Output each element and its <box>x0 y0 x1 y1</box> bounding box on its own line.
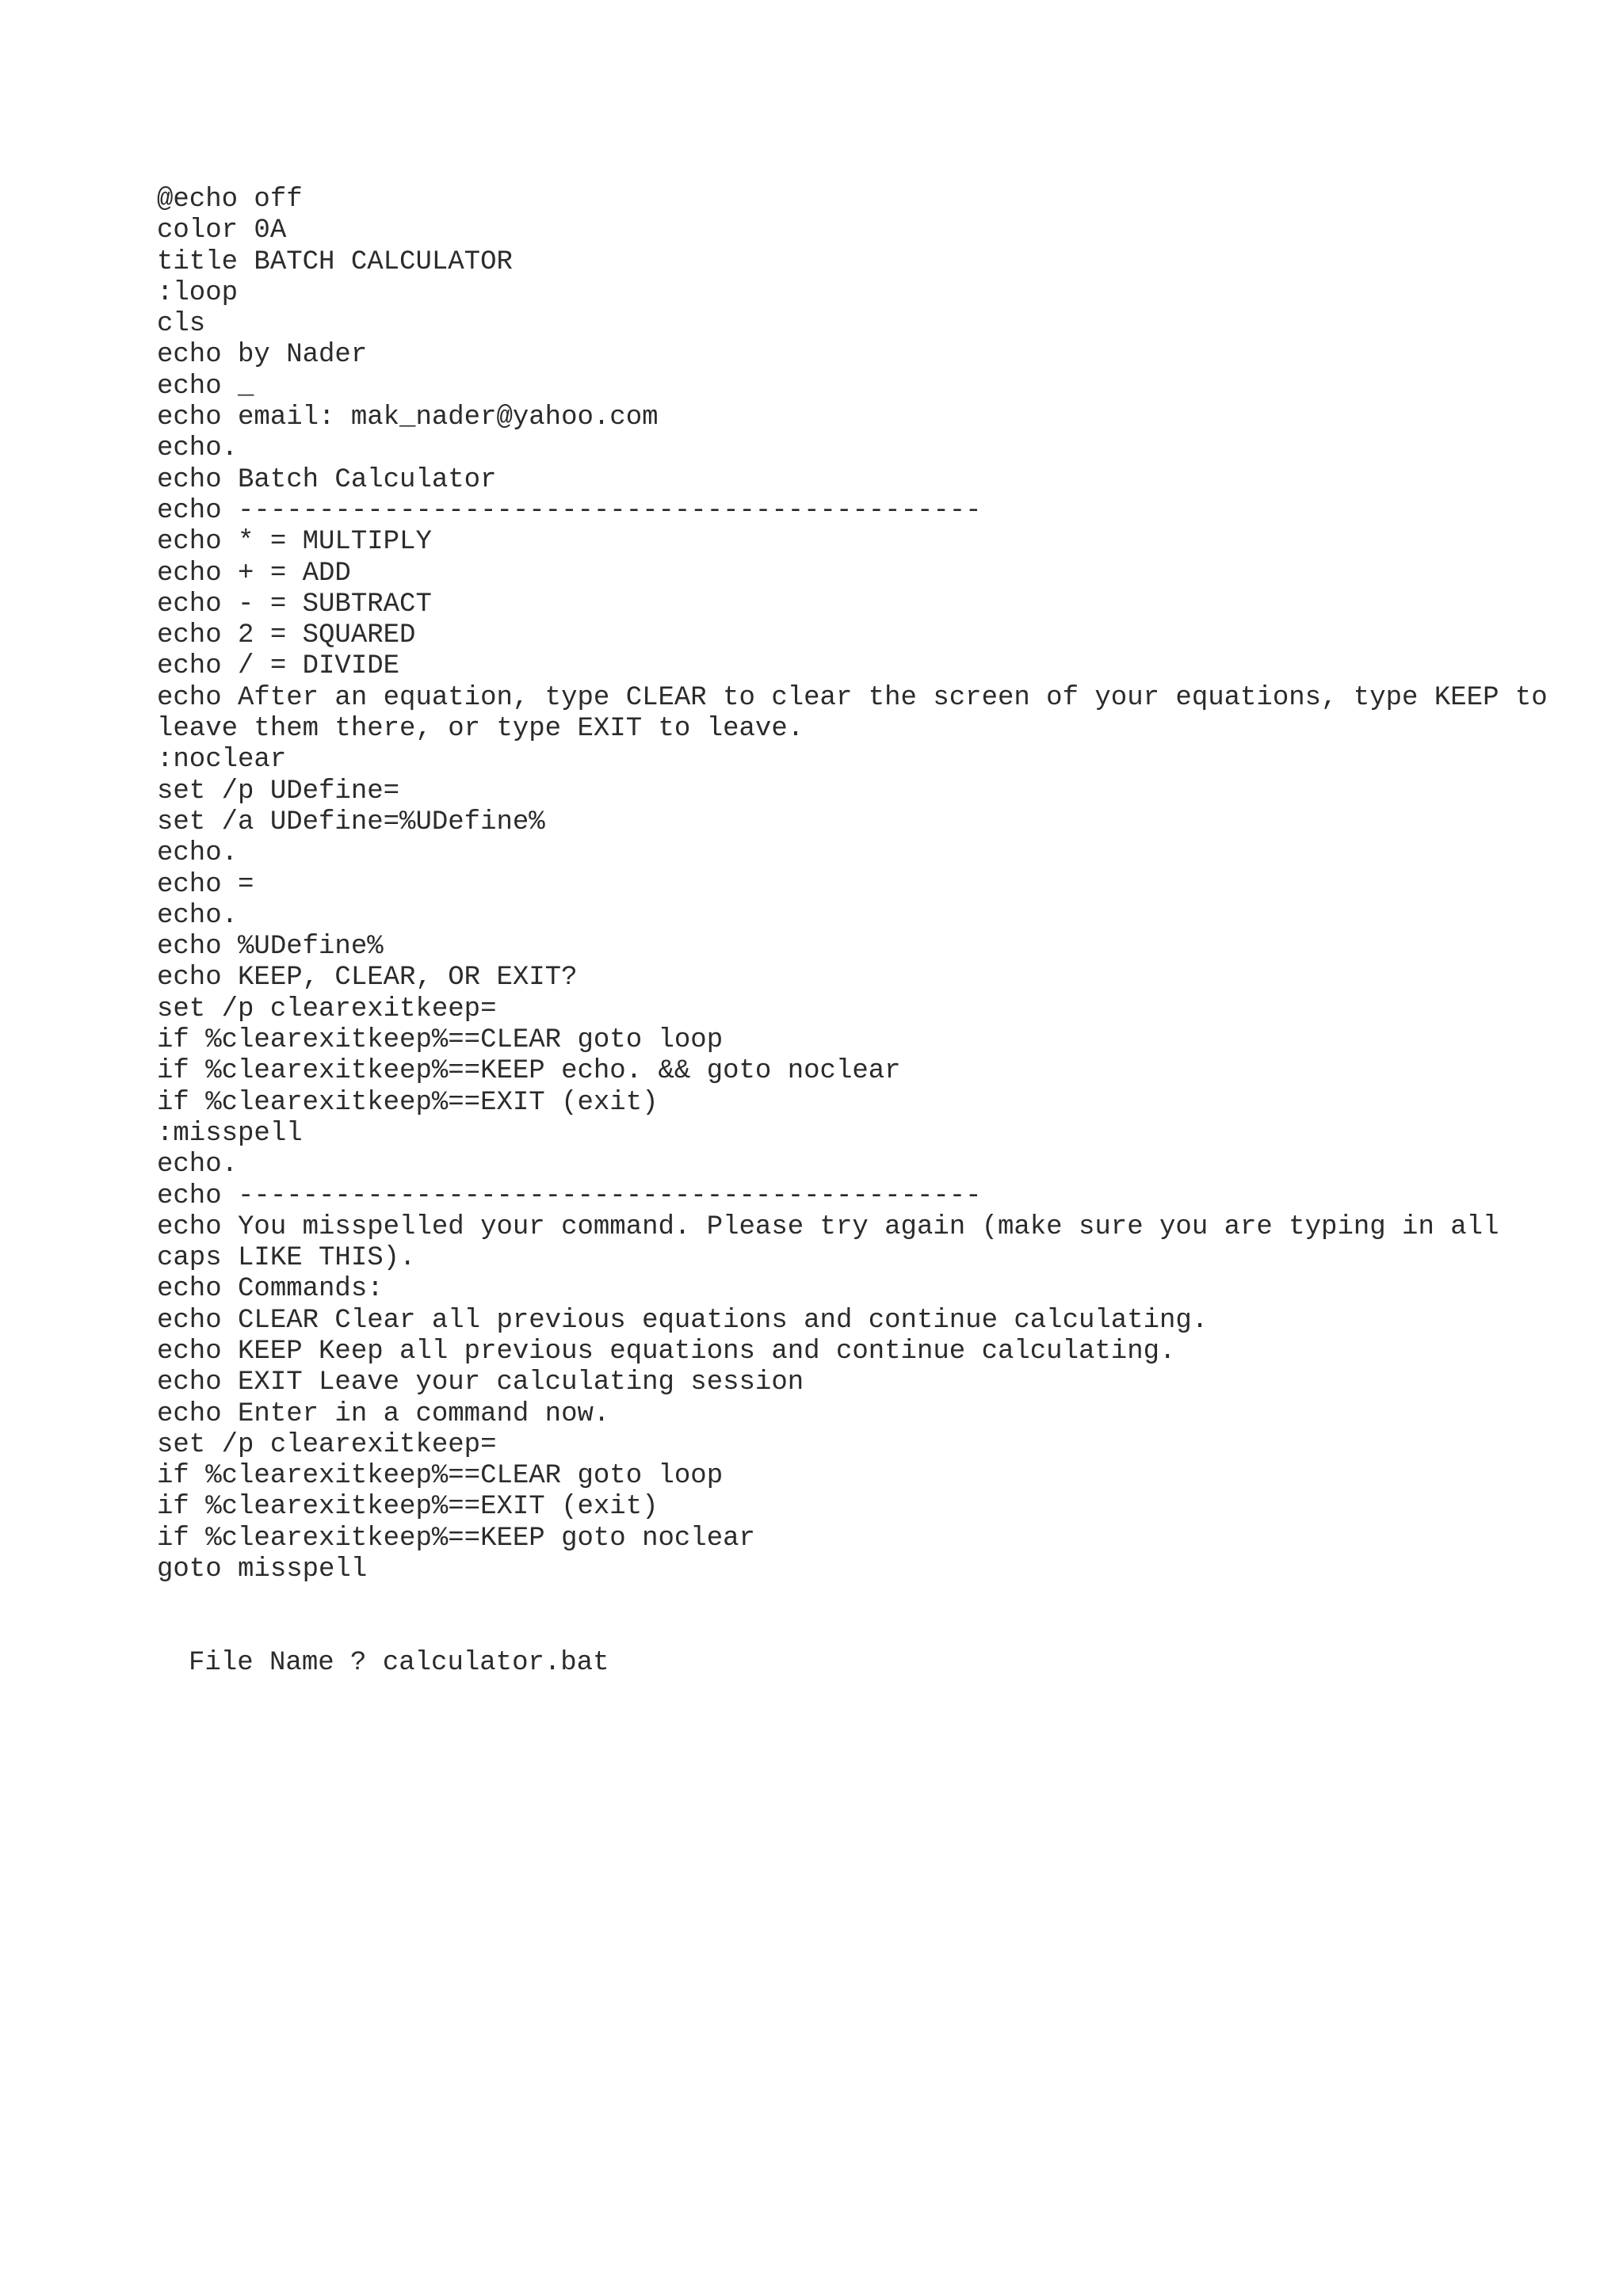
code-line: if %clearexitkeep%==EXIT (exit) <box>157 1087 659 1118</box>
code-line: if %clearexitkeep%==CLEAR goto loop <box>157 1025 724 1056</box>
code-line: echo by Nader <box>157 340 368 371</box>
code-line: echo EXIT Leave your calculating session <box>157 1367 804 1398</box>
code-line: echo %UDefine% <box>157 932 384 963</box>
code-line: echo KEEP Keep all previous equations and continue calculating. <box>157 1336 1176 1367</box>
code-line: set /p UDefine= <box>157 776 400 807</box>
code-line: echo _ <box>157 371 254 402</box>
code-line: echo You misspelled your command. Please try again (make sure you are typing in all caps LIKE THIS). <box>157 1211 1515 1274</box>
code-line: echo Commands: <box>157 1274 384 1305</box>
code-line: @echo off <box>157 185 303 215</box>
code-line: if %clearexitkeep%==CLEAR goto loop <box>157 1461 724 1492</box>
file-name-label: File Name ? calculator.bat <box>189 1648 609 1678</box>
code-line: title BATCH CALCULATOR <box>157 246 513 277</box>
code-line: if %clearexitkeep%==KEEP goto noclear <box>157 1523 755 1554</box>
code-line: set /p clearexitkeep= <box>157 1429 497 1460</box>
code-line: :misspell <box>157 1118 303 1149</box>
code-line: echo. <box>157 838 239 869</box>
code-line: if %clearexitkeep%==KEEP echo. && goto noclear <box>157 1056 901 1087</box>
code-line: echo * = MULTIPLY <box>157 527 432 558</box>
code-line: echo Batch Calculator <box>157 464 497 495</box>
code-line: set /a UDefine=%UDefine% <box>157 807 545 837</box>
code-line: echo = <box>157 869 254 900</box>
code-line: cls <box>157 309 206 340</box>
code-line: color 0A <box>157 215 287 246</box>
code-line: echo. <box>157 1150 239 1180</box>
code-line: echo 2 = SQUARED <box>157 620 416 651</box>
code-line: if %clearexitkeep%==EXIT (exit) <box>157 1492 659 1523</box>
code-line: set /p clearexitkeep= <box>157 994 497 1024</box>
code-line: echo / = DIVIDE <box>157 651 400 682</box>
code-line: echo email: mak_nader@yahoo.com <box>157 402 659 433</box>
code-listing <box>157 185 1568 1585</box>
code-line: :loop <box>157 277 239 308</box>
code-line: echo Enter in a command now. <box>157 1398 610 1429</box>
code-line: echo After an equation, type CLEAR to clear the screen of your equations, type KEEP to leave them there, or type EXIT to leave. <box>157 682 1564 745</box>
code-line: echo + = ADD <box>157 558 351 589</box>
code-line: echo CLEAR Clear all previous equations and continue calculating. <box>157 1305 1209 1336</box>
code-line: echo. <box>157 433 239 464</box>
code-line: echo KEEP, CLEAR, OR EXIT? <box>157 963 578 994</box>
code-line: echo - = SUBTRACT <box>157 589 432 620</box>
code-line: echo ---------------------------------------------- <box>157 1180 982 1211</box>
code-line: echo ---------------------------------------------- <box>157 495 982 526</box>
code-line: echo. <box>157 900 239 931</box>
code-line: goto misspell <box>157 1554 368 1585</box>
code-line: :noclear <box>157 745 287 776</box>
